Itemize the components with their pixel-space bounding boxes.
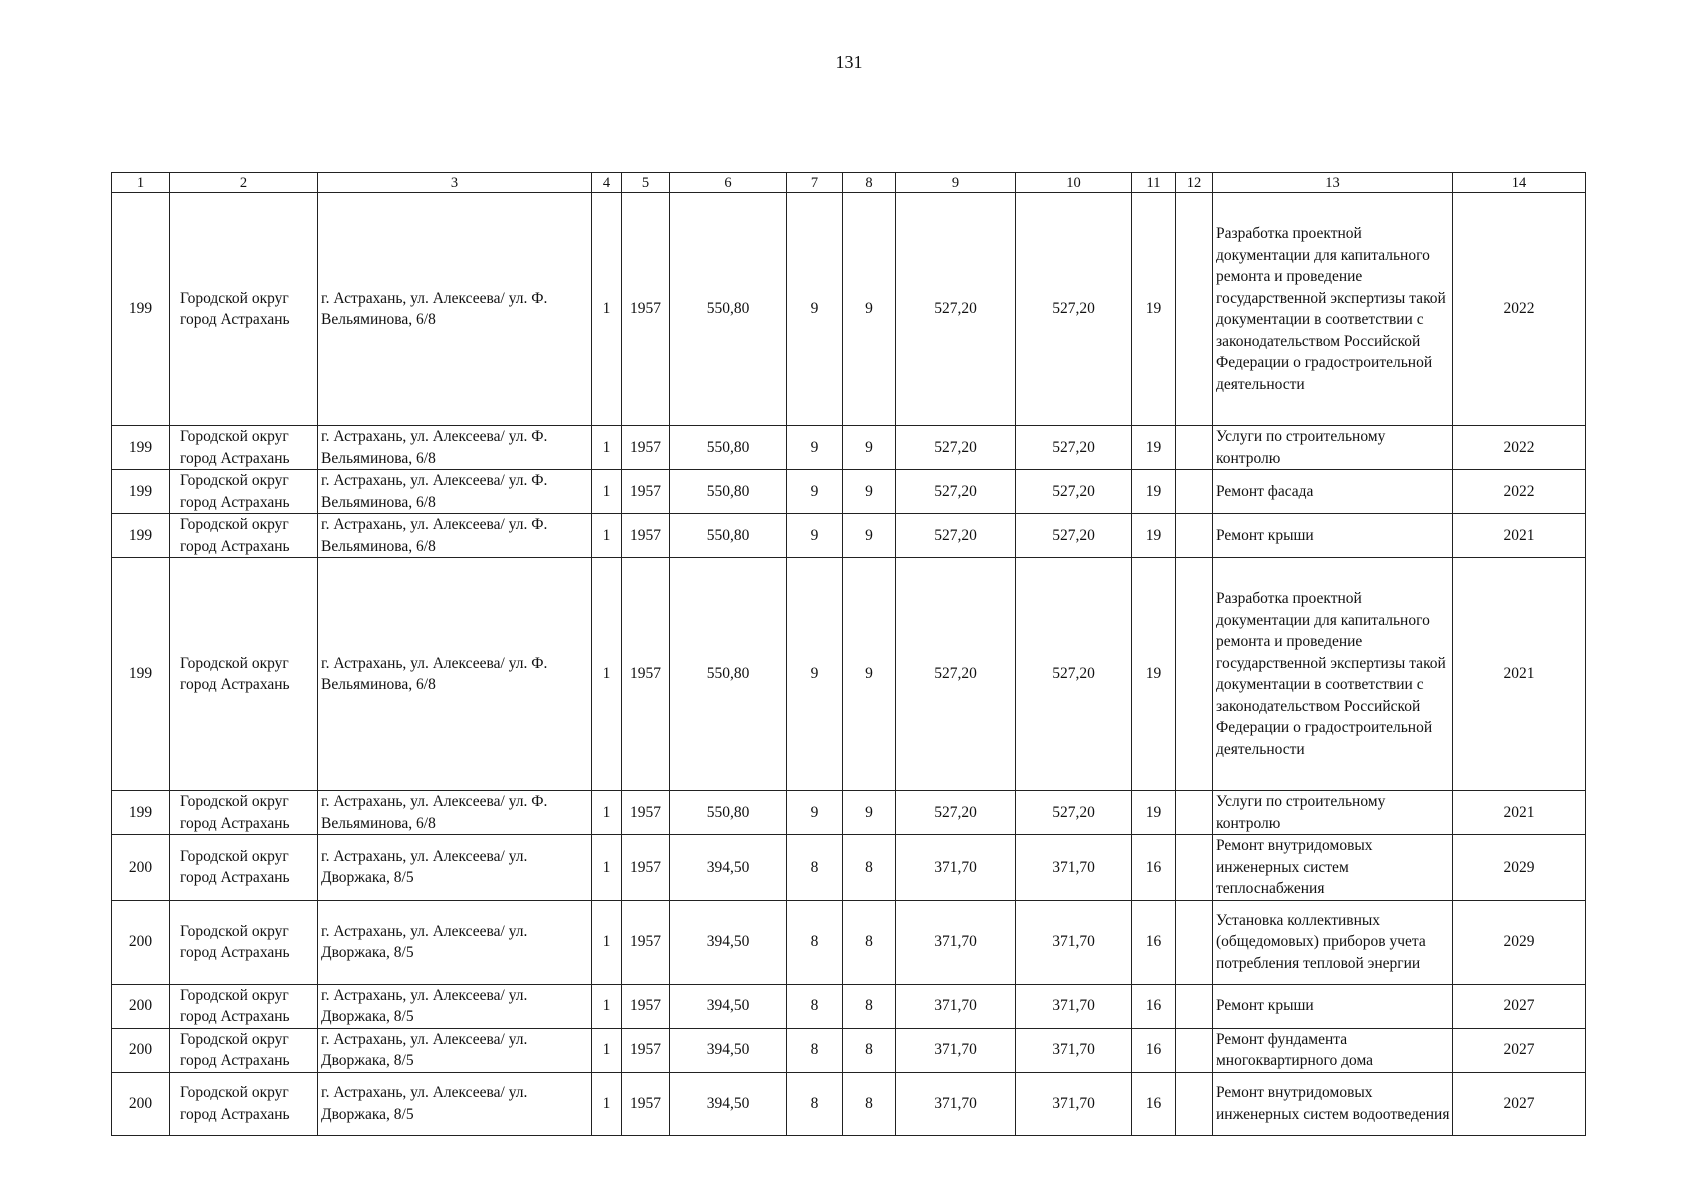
cell-col7: 8 — [787, 900, 843, 984]
cell-col11: 16 — [1132, 1028, 1176, 1072]
cell-work-type: Услуги по строительному контролю — [1213, 791, 1453, 835]
cell-work-type: Установка коллективных (общедомовых) приборов учета потребления тепловой энергии — [1213, 900, 1453, 984]
cell-number: 200 — [112, 1072, 170, 1135]
cell-col9: 527,20 — [896, 426, 1016, 470]
cell-col6: 550,80 — [670, 791, 787, 835]
cell-plan-year: 2021 — [1453, 791, 1586, 835]
cell-col9: 527,20 — [896, 558, 1016, 791]
table-row — [112, 900, 1586, 984]
cell-col6: 550,80 — [670, 426, 787, 470]
cell-plan-year: 2021 — [1453, 558, 1586, 791]
cell-col10: 527,20 — [1016, 193, 1132, 426]
capital-repair-table — [111, 172, 1586, 1136]
cell-col8: 8 — [843, 1072, 896, 1135]
cell-col12 — [1176, 835, 1213, 901]
cell-col10: 527,20 — [1016, 558, 1132, 791]
table-row — [112, 791, 1586, 835]
cell-col4: 1 — [592, 1028, 622, 1072]
table-row — [112, 426, 1586, 470]
cell-col10: 527,20 — [1016, 514, 1132, 558]
cell-col10: 371,70 — [1016, 1072, 1132, 1135]
cell-address: г. Астрахань, ул. Алексеева/ ул. Дворжака, 8/5 — [318, 1072, 592, 1135]
cell-col6: 394,50 — [670, 984, 787, 1028]
column-number: 2 — [170, 173, 318, 193]
cell-municipality: Городской округ город Астрахань — [170, 514, 318, 558]
cell-address: г. Астрахань, ул. Алексеева/ ул. Ф. Вельяминова, 6/8 — [318, 470, 592, 514]
cell-col10: 527,20 — [1016, 470, 1132, 514]
page-number: 131 — [835, 52, 863, 72]
cell-plan-year: 2027 — [1453, 1072, 1586, 1135]
cell-col10: 371,70 — [1016, 835, 1132, 901]
column-number: 8 — [843, 173, 896, 193]
cell-work-type: Ремонт крыши — [1213, 514, 1453, 558]
cell-address: г. Астрахань, ул. Алексеева/ ул. Дворжака, 8/5 — [318, 835, 592, 901]
cell-col4: 1 — [592, 984, 622, 1028]
cell-col11: 19 — [1132, 514, 1176, 558]
cell-number: 199 — [112, 193, 170, 426]
cell-municipality: Городской округ город Астрахань — [170, 470, 318, 514]
cell-col4: 1 — [592, 426, 622, 470]
cell-year: 1957 — [622, 1028, 670, 1072]
cell-col10: 527,20 — [1016, 426, 1132, 470]
cell-col6: 550,80 — [670, 470, 787, 514]
cell-col7: 9 — [787, 558, 843, 791]
column-number: 6 — [670, 173, 787, 193]
cell-col12 — [1176, 558, 1213, 791]
cell-work-type: Ремонт внутридомовых инженерных систем водоотведения — [1213, 1072, 1453, 1135]
cell-col4: 1 — [592, 514, 622, 558]
cell-work-type: Ремонт фасада — [1213, 470, 1453, 514]
cell-address: г. Астрахань, ул. Алексеева/ ул. Дворжака, 8/5 — [318, 900, 592, 984]
column-number: 12 — [1176, 173, 1213, 193]
cell-col11: 19 — [1132, 426, 1176, 470]
cell-number: 199 — [112, 558, 170, 791]
cell-col11: 16 — [1132, 900, 1176, 984]
column-number: 4 — [592, 173, 622, 193]
cell-year: 1957 — [622, 193, 670, 426]
cell-year: 1957 — [622, 1072, 670, 1135]
cell-col11: 19 — [1132, 558, 1176, 791]
column-number: 9 — [896, 173, 1016, 193]
cell-col6: 550,80 — [670, 514, 787, 558]
table-row — [112, 193, 1586, 426]
cell-work-type: Разработка проектной документации для капитального ремонта и проведение государственной экспертизы такой документации в соответствии с законодательством Российской Федерации о градостроительной деятельности — [1213, 193, 1453, 426]
column-number: 5 — [622, 173, 670, 193]
table-row — [112, 1028, 1586, 1072]
cell-plan-year: 2029 — [1453, 835, 1586, 901]
column-number: 7 — [787, 173, 843, 193]
cell-year: 1957 — [622, 426, 670, 470]
cell-work-type: Ремонт крыши — [1213, 984, 1453, 1028]
cell-year: 1957 — [622, 791, 670, 835]
cell-plan-year: 2022 — [1453, 470, 1586, 514]
cell-col6: 394,50 — [670, 1028, 787, 1072]
cell-municipality: Городской округ город Астрахань — [170, 984, 318, 1028]
cell-work-type: Услуги по строительному контролю — [1213, 426, 1453, 470]
cell-plan-year: 2027 — [1453, 1028, 1586, 1072]
cell-col8: 9 — [843, 470, 896, 514]
cell-municipality: Городской округ город Астрахань — [170, 558, 318, 791]
cell-address: г. Астрахань, ул. Алексеева/ ул. Ф. Вельяминова, 6/8 — [318, 558, 592, 791]
cell-municipality: Городской округ город Астрахань — [170, 835, 318, 901]
cell-col4: 1 — [592, 470, 622, 514]
column-number: 11 — [1132, 173, 1176, 193]
cell-year: 1957 — [622, 900, 670, 984]
cell-col7: 8 — [787, 1028, 843, 1072]
cell-work-type: Разработка проектной документации для капитального ремонта и проведение государственной экспертизы такой документации в соответствии с законодательством Российской Федерации о градостроительной деятельности — [1213, 558, 1453, 791]
cell-number: 200 — [112, 900, 170, 984]
cell-plan-year: 2022 — [1453, 193, 1586, 426]
cell-col7: 9 — [787, 426, 843, 470]
cell-municipality: Городской округ город Астрахань — [170, 900, 318, 984]
cell-col9: 527,20 — [896, 791, 1016, 835]
cell-col4: 1 — [592, 193, 622, 426]
cell-col8: 8 — [843, 984, 896, 1028]
cell-col9: 371,70 — [896, 1028, 1016, 1072]
cell-plan-year: 2027 — [1453, 984, 1586, 1028]
cell-col4: 1 — [592, 791, 622, 835]
cell-col4: 1 — [592, 558, 622, 791]
cell-number: 199 — [112, 791, 170, 835]
cell-number: 199 — [112, 426, 170, 470]
cell-address: г. Астрахань, ул. Алексеева/ ул. Ф. Вельяминова, 6/8 — [318, 426, 592, 470]
cell-col10: 371,70 — [1016, 1028, 1132, 1072]
cell-col8: 9 — [843, 791, 896, 835]
cell-plan-year: 2029 — [1453, 900, 1586, 984]
cell-col12 — [1176, 791, 1213, 835]
cell-year: 1957 — [622, 470, 670, 514]
cell-plan-year: 2021 — [1453, 514, 1586, 558]
cell-col11: 16 — [1132, 1072, 1176, 1135]
cell-col4: 1 — [592, 1072, 622, 1135]
cell-col10: 527,20 — [1016, 791, 1132, 835]
cell-col8: 8 — [843, 1028, 896, 1072]
table-row — [112, 514, 1586, 558]
cell-municipality: Городской округ город Астрахань — [170, 1072, 318, 1135]
cell-col7: 8 — [787, 984, 843, 1028]
cell-col8: 9 — [843, 193, 896, 426]
cell-municipality: Городской округ город Астрахань — [170, 1028, 318, 1072]
cell-col9: 527,20 — [896, 470, 1016, 514]
cell-address: г. Астрахань, ул. Алексеева/ ул. Дворжака, 8/5 — [318, 984, 592, 1028]
cell-municipality: Городской округ город Астрахань — [170, 426, 318, 470]
cell-col11: 16 — [1132, 984, 1176, 1028]
cell-col12 — [1176, 514, 1213, 558]
cell-col9: 371,70 — [896, 835, 1016, 901]
column-number: 13 — [1213, 173, 1453, 193]
cell-year: 1957 — [622, 558, 670, 791]
cell-col12 — [1176, 470, 1213, 514]
cell-col6: 394,50 — [670, 1072, 787, 1135]
cell-col6: 550,80 — [670, 558, 787, 791]
cell-address: г. Астрахань, ул. Алексеева/ ул. Дворжака, 8/5 — [318, 1028, 592, 1072]
table-row — [112, 470, 1586, 514]
cell-col12 — [1176, 193, 1213, 426]
cell-col8: 9 — [843, 426, 896, 470]
cell-col12 — [1176, 426, 1213, 470]
cell-col12 — [1176, 1072, 1213, 1135]
cell-col7: 9 — [787, 514, 843, 558]
cell-number: 200 — [112, 835, 170, 901]
cell-col11: 19 — [1132, 470, 1176, 514]
cell-col6: 550,80 — [670, 193, 787, 426]
cell-col11: 19 — [1132, 791, 1176, 835]
cell-col8: 8 — [843, 835, 896, 901]
cell-year: 1957 — [622, 835, 670, 901]
cell-year: 1957 — [622, 514, 670, 558]
cell-address: г. Астрахань, ул. Алексеева/ ул. Ф. Вельяминова, 6/8 — [318, 791, 592, 835]
table-row — [112, 1072, 1586, 1135]
cell-col10: 371,70 — [1016, 900, 1132, 984]
cell-work-type: Ремонт фундамента многоквартирного дома — [1213, 1028, 1453, 1072]
cell-col11: 19 — [1132, 193, 1176, 426]
cell-col7: 9 — [787, 193, 843, 426]
cell-municipality: Городской округ город Астрахань — [170, 193, 318, 426]
cell-col12 — [1176, 984, 1213, 1028]
table-row — [112, 984, 1586, 1028]
cell-number: 200 — [112, 984, 170, 1028]
cell-number: 199 — [112, 514, 170, 558]
cell-municipality: Городской округ город Астрахань — [170, 791, 318, 835]
cell-col9: 527,20 — [896, 193, 1016, 426]
cell-col9: 371,70 — [896, 1072, 1016, 1135]
cell-col11: 16 — [1132, 835, 1176, 901]
table-row — [112, 558, 1586, 791]
cell-col12 — [1176, 1028, 1213, 1072]
column-number-row — [112, 173, 1586, 193]
cell-col8: 9 — [843, 558, 896, 791]
cell-work-type: Ремонт внутридомовых инженерных систем теплоснабжения — [1213, 835, 1453, 901]
cell-col9: 371,70 — [896, 984, 1016, 1028]
cell-plan-year: 2022 — [1453, 426, 1586, 470]
column-number: 10 — [1016, 173, 1132, 193]
cell-col7: 9 — [787, 470, 843, 514]
table-row — [112, 835, 1586, 901]
cell-year: 1957 — [622, 984, 670, 1028]
cell-col9: 527,20 — [896, 514, 1016, 558]
column-number: 1 — [112, 173, 170, 193]
cell-col7: 9 — [787, 791, 843, 835]
cell-address: г. Астрахань, ул. Алексеева/ ул. Ф. Вельяминова, 6/8 — [318, 514, 592, 558]
cell-col8: 9 — [843, 514, 896, 558]
cell-col7: 8 — [787, 1072, 843, 1135]
cell-col4: 1 — [592, 835, 622, 901]
cell-col7: 8 — [787, 835, 843, 901]
cell-col8: 8 — [843, 900, 896, 984]
cell-number: 200 — [112, 1028, 170, 1072]
cell-col6: 394,50 — [670, 900, 787, 984]
cell-col12 — [1176, 900, 1213, 984]
cell-number: 199 — [112, 470, 170, 514]
cell-address: г. Астрахань, ул. Алексеева/ ул. Ф. Вельяминова, 6/8 — [318, 193, 592, 426]
column-number: 3 — [318, 173, 592, 193]
cell-col10: 371,70 — [1016, 984, 1132, 1028]
cell-col9: 371,70 — [896, 900, 1016, 984]
cell-col4: 1 — [592, 900, 622, 984]
cell-col6: 394,50 — [670, 835, 787, 901]
column-number: 14 — [1453, 173, 1586, 193]
